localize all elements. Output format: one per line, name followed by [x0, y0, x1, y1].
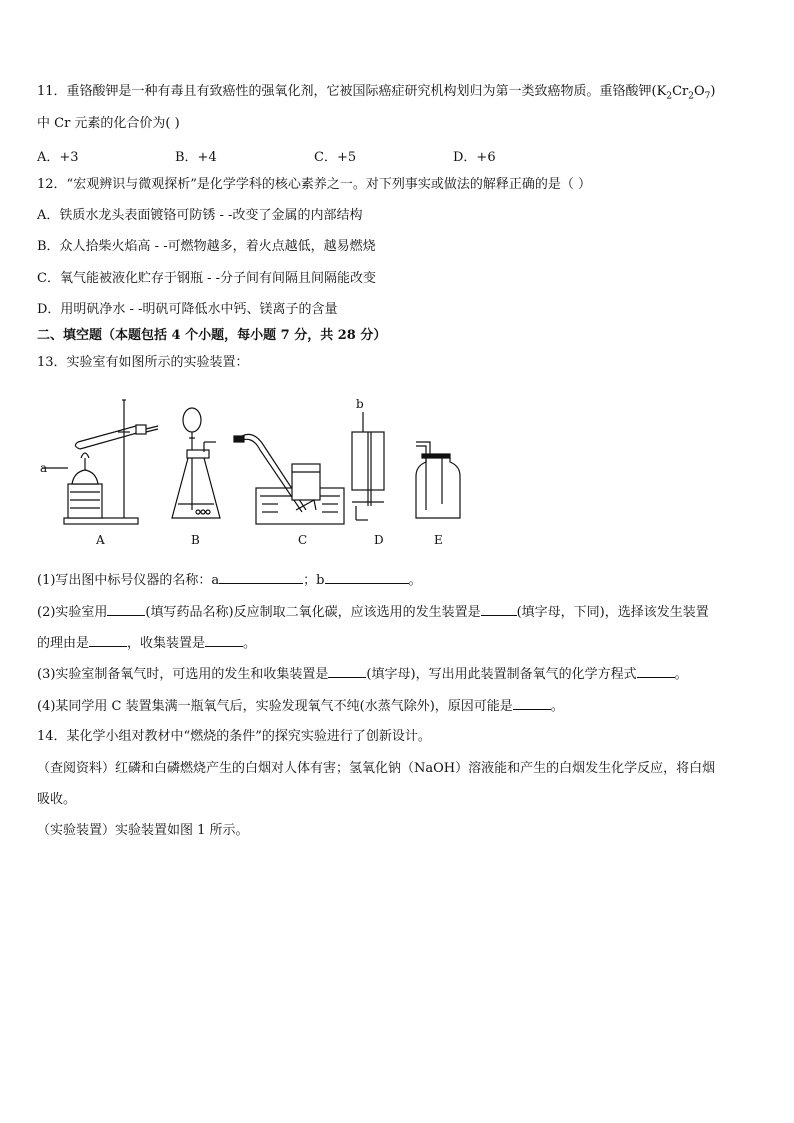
- q14-info-line1: （查阅资料）红磷和白磷燃烧产生的白烟对人体有害；氢氧化钠（NaOH）溶液能和产生的白烟发生化学反应，将白烟: [37, 761, 716, 776]
- q11-option-b: B．+4: [175, 150, 217, 165]
- q12-option-b: B．众人拾柴火焰高 - -可燃物越多，着火点越低，越易燃烧: [37, 239, 376, 254]
- apparatus-c: [234, 434, 344, 524]
- q11-line1: 11．重铬酸钾是一种有毒且有致癌性的强氧化剂，它被国际癌症研究机构划归为第一类致癌物质。重铬酸钾$(K_2Cr_2O_7)$: [37, 84, 716, 102]
- q13-part1: (1)写出图中标号仪器的名称：a ；b 。: [37, 573, 422, 588]
- q12-stem: 12．“宏观辨识与微观探析”是化学学科的核心素养之一。对下列事实或做法的解释正确的是（ ）: [37, 177, 591, 192]
- apparatus-d: [352, 412, 384, 520]
- lab-apparatus-figure: [38, 392, 478, 552]
- answer-blank[interactable]: [89, 634, 127, 647]
- q12-option-d: D．用明矾净水 - -明矾可降低水中钙、镁离子的含量: [37, 302, 338, 317]
- q13-part3: (3)实验室制备氧气时，可选用的发生和收集装置是 (填字母)，写出用此装置制备氧气的化学方程式 。: [37, 667, 688, 682]
- q11-line2: 中 Cr 元素的化合价为( ): [37, 116, 180, 131]
- q14-info-line2: 吸收。: [37, 792, 77, 807]
- apparatus-b: [172, 408, 220, 518]
- q12-option-a: A．铁质水龙头表面镀铬可防锈 - -改变了金属的内部结构: [37, 208, 363, 223]
- apparatus-e: [416, 442, 460, 518]
- answer-blank[interactable]: [513, 697, 551, 710]
- q11-option-d: D．+6: [453, 150, 496, 165]
- q14-stem: 14．某化学小组对教材中“燃烧的条件”的探究实验进行了创新设计。: [37, 729, 431, 744]
- q13-part2-line2: 的理由是 ，收集装置是 。: [37, 636, 257, 651]
- answer-blank[interactable]: [107, 603, 145, 616]
- answer-blank[interactable]: [205, 634, 243, 647]
- caption-d: D: [374, 533, 384, 547]
- answer-blank[interactable]: [219, 571, 303, 584]
- answer-blank[interactable]: [328, 665, 366, 678]
- q14-device: （实验装置）实验装置如图 1 所示。: [37, 823, 249, 838]
- apparatus-a: [42, 400, 158, 524]
- caption-b: B: [191, 533, 200, 547]
- answer-blank[interactable]: [637, 665, 675, 678]
- answer-blank[interactable]: [325, 571, 409, 584]
- q13-stem: 13．实验室有如图所示的实验装置：: [37, 355, 249, 370]
- caption-c: C: [298, 533, 308, 547]
- answer-blank[interactable]: [481, 603, 517, 616]
- caption-a: A: [96, 533, 105, 547]
- label-b: b: [356, 397, 364, 411]
- q12-option-c: C．氧气能被液化贮存于钢瓶 - -分子间有间隔且间隔能改变: [37, 271, 376, 286]
- q11-option-c: C．+5: [314, 150, 357, 165]
- q11-option-a: A．+3: [37, 150, 79, 165]
- label-a: a: [40, 461, 48, 475]
- caption-e: E: [434, 533, 443, 547]
- section-heading-fill-in: 二、填空题（本题包括 4 个小题，每小题 7 分，共 28 分）: [37, 328, 387, 343]
- q13-part4: (4)某同学用 C 装置集满一瓶氧气后，实验发现氧气不纯(水蒸气除外)，原因可能是 。: [37, 699, 564, 714]
- q13-part2-line1: (2)实验室用 (填写药品名称)反应制取二氧化碳，应该选用的发生装置是 (填字母，下同)，选择该发生装置: [37, 605, 709, 620]
